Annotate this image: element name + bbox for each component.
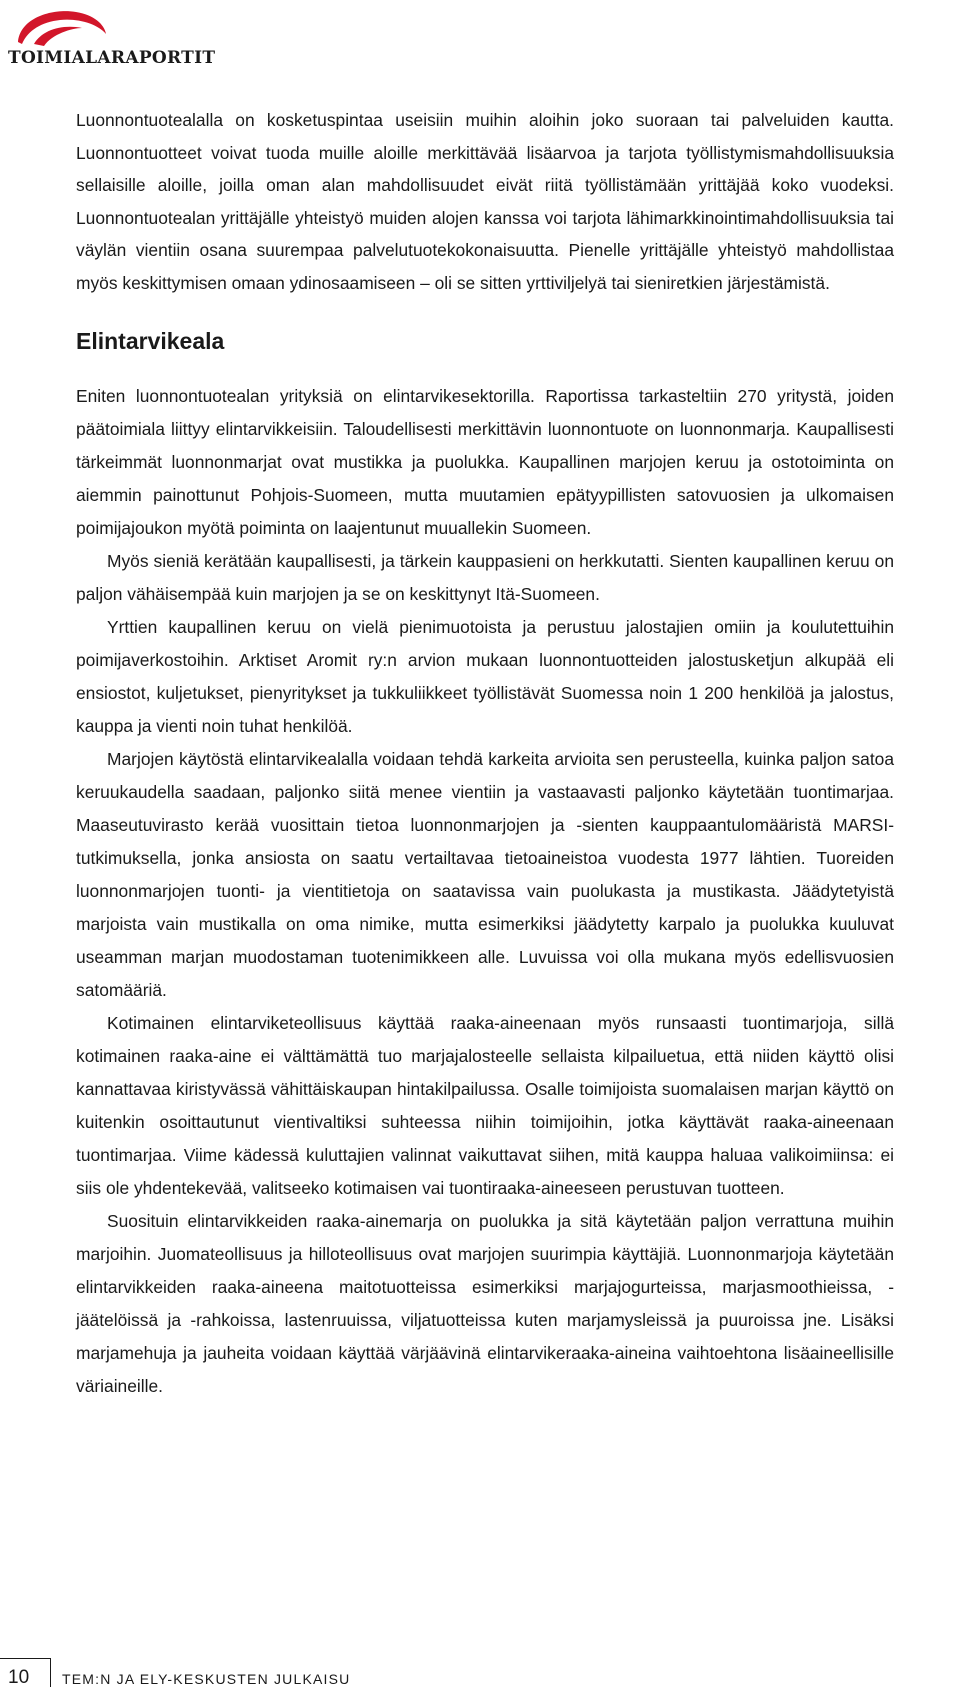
page-footer	[0, 1658, 960, 1687]
footer-rule	[0, 1658, 50, 1659]
page-number: 10	[8, 1667, 30, 1688]
paragraph: Myös sieniä kerätään kaupallisesti, ja tärkein kauppasieni on herkkutatti. Sienten kaupallinen keruu on paljon vähäisempää kuin marjojen ja se on keskittynyt Itä-Suomeen.	[76, 550, 894, 604]
paragraph: Yrttien kaupallinen keruu on vielä pienimuotoista ja perustuu jalostajien omiin ja koulutettuihin poimijaverkostoihin. Arktiset Aromit ry:n arvion mukaan luonnontuotteiden jalostusketjun alkupää eli ensiostot, kuljetukset, pienyritykset ja tukkuliikkeet työllistävät Suomessa noin 1 200 henkilöä ja jalostus, kauppa ja vienti noin tuhat henkilöä.	[76, 616, 894, 736]
paragraph: Eniten luonnontuotealan yrityksiä on elintarvikesektorilla. Raportissa tarkasteltiin 270 yritystä, joiden päätoimiala liittyy elintarvikkeisiin. Taloudellisesti merkittävin luonnontuote on luonnonmarja. Kaupallisesti tärkeimmät luonnonmarjat ovat mustikka ja puolukka. Kaupallinen marjojen keruu ja ostotoiminta on aiemmin painottunut Pohjois-Suomeen, mutta muutamien epätyypillisten satovuosien ja ulkomaisen poimijajoukon myötä poiminta on laajentunut muuallekin Suomeen.	[76, 385, 894, 538]
paragraph: Marjojen käytöstä elintarvikealalla voidaan tehdä karkeita arvioita sen perusteella, kuinka paljon satoa keruukaudella saadaan, paljonko siitä menee vientiin ja vastaavasti paljonko käytetään tuontimarjaa. Maaseutuvirasto kerää vuosittain tietoa luonnonmarjojen ja -sienten kauppaantulomääristä MARSI-tutkimuksella, jonka ansiosta on saatu vertailtavaa tietoaineistoa vuodesta 1977 lähtien. Tuoreiden luonnonmarjojen tuonti- ja vientitietoja on saatavissa vain puolukasta ja mustikasta. Jäädytetyistä marjoista vain mustikalla on oma nimike, mutta esimerkiksi jäädytetty karpalo ja puolukka kuuluvat useamman marjan muodostaman tuotenimikkeen alle. Luvuissa voi olla mukana myös edellisvuosien satomääriä.	[76, 748, 894, 1000]
footer-divider	[50, 1658, 51, 1687]
publisher-logo	[4, 6, 216, 68]
paragraph: Kotimainen elintarviketeollisuus käyttää raaka-aineenaan myös runsaasti tuontimarjoja, sillä kotimainen raaka-aine ei välttämättä tuo marjajalosteelle sellaista kilpailuetua, että niiden käyttö olisi kannattavaa kiristyvässä vähittäiskaupan hintakilpailussa. Osalle toimijoista suomalaisen marjan käyttö on kuitenkin osoittautunut vientivaltiksi suhteessa niihin toimijoihin, jotka käyttävät raaka-aineenaan tuontimarjaa. Viime kädessä kuluttajien valinnat vaikuttavat siihen, mitä kauppa haluaa valikoimiinsa: ei siis ole yhdentekevää, valitseeko kotimaisen vai tuontiraaka-aineeseen perustuvan tuotteen.	[76, 1012, 894, 1198]
paragraph: Suosituin elintarvikkeiden raaka-ainemarja on puolukka ja sitä käytetään paljon verrattuna muihin marjoihin. Juomateollisuus ja hilloteollisuus ovat marjojen suurimpia käyttäjiä. Luonnonmarjoja käytetään elintarvikkeiden raaka-aineena maitotuotteissa esimerkiksi marjajogurteissa, marjasmoothieissa, -jäätelöissä ja -rahkoissa, lastenruuissa, viljatuotteissa kuten marjamysleissä ja puuroissa jne. Lisäksi marjamehuja ja jauheita voidaan käyttää värjäävinä elintarvikeraaka-aineina vaihtoehtona lisäaineellisille väriaineille.	[76, 1210, 894, 1396]
publication-name: TEM:N JA ELY-KESKUSTEN JULKAISU	[62, 1671, 351, 1687]
intro-paragraph: Luonnontuotealalla on kosketuspintaa useisiin muihin aloihin joko suoraan tai palveluiden kautta. Luonnontuotteet voivat tuoda muille aloille merkittävää lisäarvoa ja tarjota työllistymismahdollisuuksia sellaisille aloille, joilla oman alan mahdollisuudet eivät riitä työllistämään yrittäjää koko vuodeksi. Luonnontuotealan yrittäjälle yhteistyö muiden alojen kanssa voi tarjota lähimarkkinointimahdollisuuksia tai väylän vientiin osana suurempaa palvelutuotekokonaisuutta. Pienelle yrittäjälle yhteistyö mahdollistaa myös keskittymisen omaan ydinosaamiseen – oli se sitten yrttiviljelyä tai sieniretkien järjestämistä.	[76, 110, 894, 293]
logo-swoosh-icon	[12, 6, 112, 50]
logo-text: TOIMIALARAPORTIT	[8, 48, 216, 68]
article-body	[76, 104, 894, 1403]
section-heading: Elintarvikeala	[76, 327, 225, 354]
